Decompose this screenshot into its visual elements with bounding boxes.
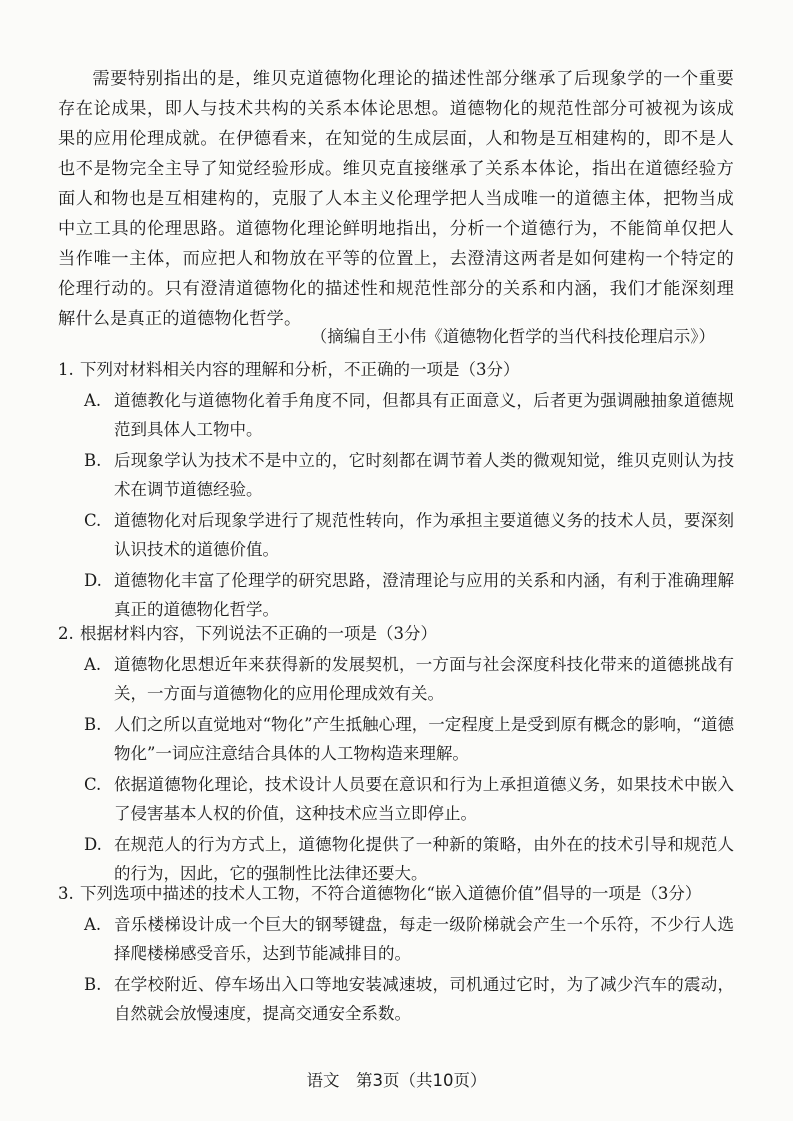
question-stem: [58, 356, 734, 384]
option-text: 道德物化丰富了伦理学的研究思路，澄清理论与应用的关系和内涵，有利于准确理解真正的道德物化哲学。: [114, 571, 734, 619]
option-text: 道德物化思想近年来获得新的发展契机，一方面与社会深度科技化带来的道德挑战有关，一方面与道德物化的应用伦理成效有关。: [114, 655, 734, 703]
option-a: [58, 650, 734, 708]
option-letter: B.: [84, 975, 102, 994]
option-c: [58, 506, 734, 564]
option-letter: B.: [84, 451, 102, 470]
passage-source: （摘编自王小伟《道德物化哲学的当代科技伦理启示》）: [310, 327, 715, 346]
option-b: [58, 446, 734, 504]
option-b: [58, 710, 734, 768]
option-text: 在学校附近、停车场出入口等地安装减速坡，司机通过它时，为了减少汽车的震动，自然就会放慢速度，提高交通安全系数。: [114, 975, 734, 1023]
option-text: 道德教化与道德物化着手角度不同，但都具有正面意义，后者更为强调融抽象道德规范到具体人工物中。: [114, 391, 734, 439]
option-text: 依据道德物化理论，技术设计人员要在意识和行为上承担道德义务，如果技术中嵌入了侵害基本人权的价值，这种技术应当立即停止。: [114, 775, 734, 823]
option-a: [58, 910, 734, 968]
option-c: [58, 770, 734, 828]
question-number: 3.: [58, 884, 74, 903]
option-text: 人们之所以直觉地对“物化”产生抵触心理，一定程度上是受到原有概念的影响，“道德物化”一词应注意结合具体的人工物构造来理解。: [114, 715, 734, 763]
option-text: 音乐楼梯设计成一个巨大的钢琴键盘，每走一级阶梯就会产生一个乐符，不少行人选择爬楼梯感受音乐，达到节能减排目的。: [114, 915, 734, 963]
option-letter: D.: [84, 571, 102, 590]
option-letter: C.: [84, 511, 102, 530]
option-letter: A.: [84, 655, 102, 674]
question-number: 2.: [58, 624, 74, 643]
question-number: 1.: [58, 360, 74, 379]
question-2: [58, 620, 734, 888]
question-stem: [58, 880, 734, 908]
option-letter: D.: [84, 835, 102, 854]
question-stem-text: 下列选项中描述的技术人工物，不符合道德物化“嵌入道德价值”倡导的一项是（3分）: [80, 884, 702, 903]
option-letter: C.: [84, 775, 102, 794]
option-letter: B.: [84, 715, 102, 734]
option-text: 在规范人的行为方式上，道德物化提供了一种新的策略，由外在的技术引导和规范人的行为，因此，它的强制性比法律还要大。: [114, 835, 734, 883]
option-b: [58, 970, 734, 1028]
option-a: [58, 386, 734, 444]
question-1: [58, 356, 734, 624]
option-text: 道德物化对后现象学进行了规范性转向，作为承担主要道德义务的技术人员，要深刻认识技术的道德价值。: [114, 511, 734, 559]
option-text: 后现象学认为技术不是中立的，它时刻都在调节着人类的微观知觉，维贝克则认为技术在调节道德经验。: [114, 451, 734, 499]
option-letter: A.: [84, 915, 102, 934]
question-stem-text: 下列对材料相关内容的理解和分析，不正确的一项是（3分）: [80, 360, 520, 379]
option-letter: A.: [84, 391, 102, 410]
reading-passage: 需要特别指出的是，维贝克道德物化理论的描述性部分继承了后现象学的一个重要存在论成果，即人与技术共构的关系本体论思想。道德物化的规范性部分可被视为该成果的应用伦理成就。在伊德看来，在知觉的生成层面，人和物是互相建构的，即不是人也不是物完全主导了知觉经验形成。维贝克直接继承了关系本体论，指出在道德经验方面人和物也是互相建构的，克服了人本主义伦理学把人当成唯一的道德主体，把物当成中立工具的伦理思路。道德物化理论鲜明地指出，分析一个道德行为，不能简单仅把人当作唯一主体，而应把人和物放在平等的位置上，去澄清这两者是如何建构一个特定的伦理行动的。只有澄清道德物化的描述性和规范性部分的关系和内涵，我们才能深刻理解什么是真正的道德物化哲学。: [58, 69, 734, 329]
question-stem-text: 根据材料内容，下列说法不正确的一项是（3分）: [80, 624, 437, 643]
option-d: [58, 566, 734, 624]
page-footer: 语文 第3页（共10页）: [306, 1071, 487, 1090]
question-stem: [58, 620, 734, 648]
question-3: [58, 880, 734, 1028]
